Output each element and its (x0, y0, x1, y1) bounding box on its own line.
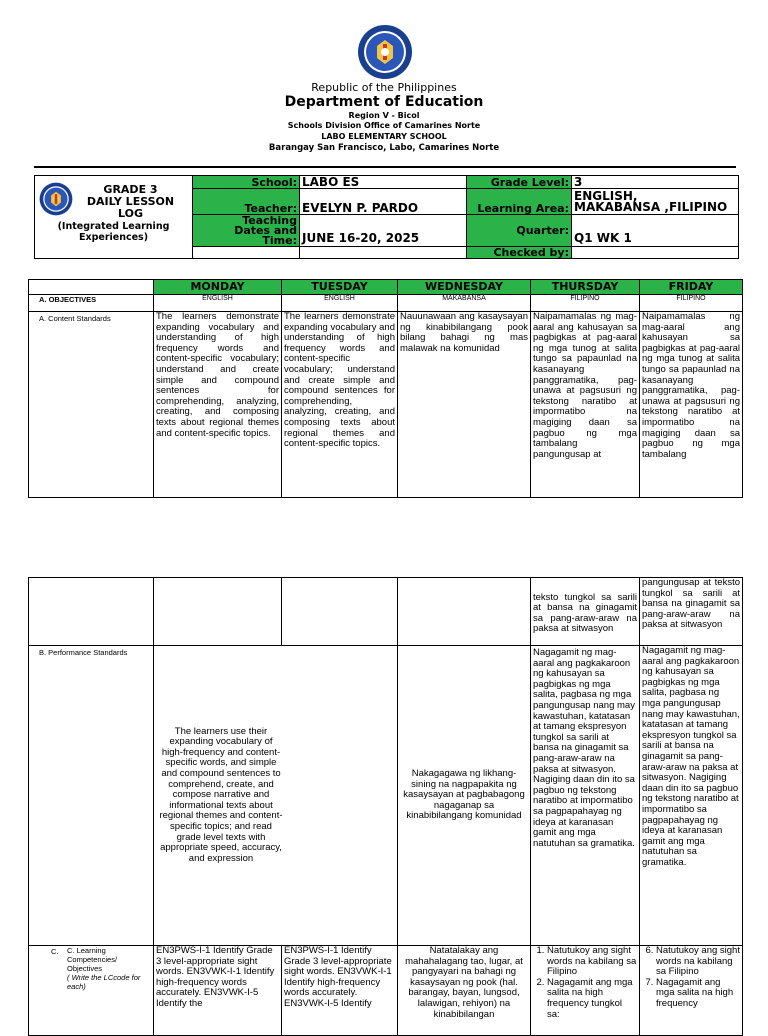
teacher-label: Teacher: (193, 189, 300, 215)
day-thursday: THURSDAY (531, 280, 640, 295)
teaching-dates-label-1: Teaching (242, 214, 297, 227)
school-value: LABO ES (300, 176, 467, 189)
learning-area-value (572, 189, 739, 215)
performance-standards-english-text: The learners use their expanding vocabulary of high-frequency and content-specific words, and simple and compound sentences to comprehend, create, and compose narrative and informational texts about regional themes and content-specific topics; and read grade level texts with appropriate speed, accuracy, and expression (159, 725, 283, 864)
division-line: Schools Division Office of Camarines Norte (287, 121, 481, 130)
day-friday: FRIDAY (640, 280, 743, 295)
quarter-label: Quarter: (467, 215, 572, 247)
teaching-dates-label (193, 215, 300, 247)
content-standards-label: A. Content Standards (29, 312, 154, 498)
performance-standards-label: B. Performance Standards (29, 646, 154, 946)
continuation-tuesday (282, 578, 398, 646)
region-line: Region V - Bicol (348, 111, 420, 120)
corner-cell (29, 280, 154, 295)
subject-monday: ENGLISH (154, 295, 282, 312)
deped-seal-icon (357, 24, 413, 80)
department-line: Department of Education (284, 94, 484, 110)
competency-friday-2: 7. Nagagamit ang mga salita na high frequency (656, 978, 740, 1010)
competencies-thursday (531, 946, 640, 1036)
dll-table-part-1 (28, 279, 743, 498)
teaching-dates-label-3: Time: (262, 233, 297, 247)
continuation-friday: pangungusap at teksto tungkol sa sarili at bansa na ginagamit sa pang-araw-araw na paksa at sitwasyon (640, 578, 743, 646)
dll-title-grade: GRADE 3 (103, 183, 158, 196)
content-standards-thursday: Naipamamalas ng mag-aaral ang kahusayan sa pagbigkas at pag-aaral ng mga tunog at salita tungo sa papaunlad na kasanayang panggramatika, pag-unawa at pagsusuri ng tekstong naratibo at impormatibo na magiging daan sa pagbuo ng mga tambalang pangungusap at (531, 312, 640, 498)
subject-thursday: FILIPINO (531, 295, 640, 312)
competencies-label-note: ( Write the LCcode for each) (67, 973, 141, 991)
content-standards-wednesday: Nauunawaan ang kasaysayan ng kinabibilangang pook bilang bahagi ng mas malawak na komunidad (398, 312, 531, 498)
address-line: Barangay San Francisco, Labo, Camarines Norte (268, 143, 500, 153)
competencies-friday (640, 946, 743, 1036)
dll-title-log: LOG (118, 207, 143, 220)
continuation-label-cell (29, 578, 154, 646)
competency-friday-1: 6. Natutukoy ang sight words na kabilang sa Filipino (656, 946, 740, 978)
continuation-thursday: teksto tungkol sa sarili at bansa na ginagamit sa pang-araw-araw na paksa at sitwasyon (531, 578, 640, 646)
checked-by-label: Checked by: (467, 247, 572, 259)
learning-area-value-2: MAKABANSA ,FILIPINO (574, 199, 728, 214)
continuation-monday (154, 578, 282, 646)
learning-area-value-1: ENGLISH, (574, 188, 638, 203)
content-standards-monday: The learners demonstrate expanding vocabulary and understanding of high frequency words and content-specific vocabulary; understand and create simple and compound sentences for comprehending, analyzing, creating, and composing texts about regional themes and content-specific topics. (154, 312, 282, 498)
objectives-label: A. OBJECTIVES (29, 295, 154, 312)
quarter-value: Q1 WK 1 (572, 215, 739, 247)
dll-subtitle: (Integrated Learning Experiences) (57, 221, 170, 243)
subject-wednesday: MAKABANSA (398, 295, 531, 312)
competencies-tuesday: EN3PWS-I-1 Identify Grade 3 level-appropriate sight words. EN3VWK-I-1 Identify high-frequency words accurately. EN3VWK-I-5 Identify (282, 946, 398, 1036)
competency-thursday-1: 1. Natutukoy ang sight words na kabilang sa Filipino (547, 946, 637, 978)
dll-title-daily: DAILY LESSON (86, 195, 175, 208)
school-label: School: (193, 176, 300, 189)
blank-cell-2 (300, 247, 467, 259)
content-standards-tuesday: The learners demonstrate expanding vocabulary and understanding of high frequency words and content-specific vocabulary; understand and create simple and compound sentences for comprehending, analyzing, creating, and composing texts about regional themes and content-specific topics. (282, 312, 398, 498)
competencies-wednesday: Natatalakay ang mahahalagang tao, lugar, at pangyayari na bahagi ng kasaysayan ng pook (hal. barangay, bayan, lungsod, lalawigan, rehiyon) na kinabibilangan (398, 946, 531, 1036)
content-standards-friday: Naipamamalas ng mag-aaral ang kahusayan sa pagbigkas at pag-aaral ng mga tunog at salita tungo sa papaunlad na kasanayang panggramatika, pag-unawa at pagsusuri ng tekstong naratibo at impormatibo na magiging daan sa pagbuo ng mga tambalang (640, 312, 743, 498)
learning-area-label: Learning Area: (467, 189, 572, 215)
checked-by-value (572, 247, 739, 259)
competency-thursday-2: 2. Nagagamit ang mga salita na high frequency tungkol sa: (547, 978, 637, 1020)
grade-level-value: 3 (572, 176, 739, 189)
dll-title-cell (35, 176, 193, 259)
republic-line: Republic of the Philippines (311, 81, 457, 94)
info-table (34, 175, 739, 259)
day-monday: MONDAY (154, 280, 282, 295)
teaching-dates-value: JUNE 16-20, 2025 (300, 215, 467, 247)
teacher-value: EVELYN P. PARDO (300, 189, 467, 215)
performance-standards-thursday: Nagagamit ng mag-aaral ang pagkakaroon ng kahusayan sa pagbigkas ng mga salita, pagbasa ng mga pangungusap nang may kawastuhan, katatasan at tamang ekspresyon tungkol sa sarili at bansa na ginagamit sa pang-araw-araw na paksa at sitwasyon. Nagiging daan din ito sa pagbuo ng tekstong naratibo at impormatibo sa pagpapahayag ng ideya at karanasan gamit ang mga natutuhan sa gramatika. (531, 646, 640, 946)
grade-level-label: Grade Level: (467, 176, 572, 189)
competencies-label: C. Learning Competencies/ Objectives (67, 946, 118, 973)
school-line: LABO ELEMENTARY SCHOOL (321, 132, 447, 141)
performance-standards-wednesday: Nakagagawa ng likhang-sining na nagpapakita ng kasaysayan at pagbabagong nagaganap sa kinabibilangang komunidad (398, 646, 531, 946)
subject-friday: FILIPINO (640, 295, 743, 312)
competencies-label-cell: C. C. Learning Competencies/ Objectives ( Write the LCcode for each) (29, 946, 154, 1036)
performance-standards-friday: Nagagamit ng mag-aaral ang pagkakaroon ng kahusayan sa pagbigkas ng mga salita, pagbasa ng mga pangungusap nang may kawastuhan, katatasan at tamang ekspresyon tungkol sa sarili at bansa na ginagamit sa pang-araw-araw na paksa at sitwasyon. Nagiging daan din ito sa pagbuo ng tekstong naratibo at impormatibo sa pagpapahayag ng ideya at karanasan gamit ang mga natutuhan sa gramatika. (640, 646, 743, 946)
day-tuesday: TUESDAY (282, 280, 398, 295)
blank-cell-1 (193, 247, 300, 259)
continuation-wednesday (398, 578, 531, 646)
deped-seal-small-icon (39, 182, 73, 216)
teaching-dates-label-2: Dates and (234, 223, 297, 237)
competencies-monday: EN3PWS-I-1 Identify Grade 3 level-appropriate sight words. EN3VWK-I-1 Identify high-frequency words accurately. EN3VWK-I-5 Identify the (154, 946, 282, 1036)
performance-standards-english (154, 646, 398, 946)
day-wednesday: WEDNESDAY (398, 280, 531, 295)
subject-tuesday: ENGLISH (282, 295, 398, 312)
header-divider (34, 166, 736, 168)
dll-table-part-2 (28, 577, 743, 1036)
